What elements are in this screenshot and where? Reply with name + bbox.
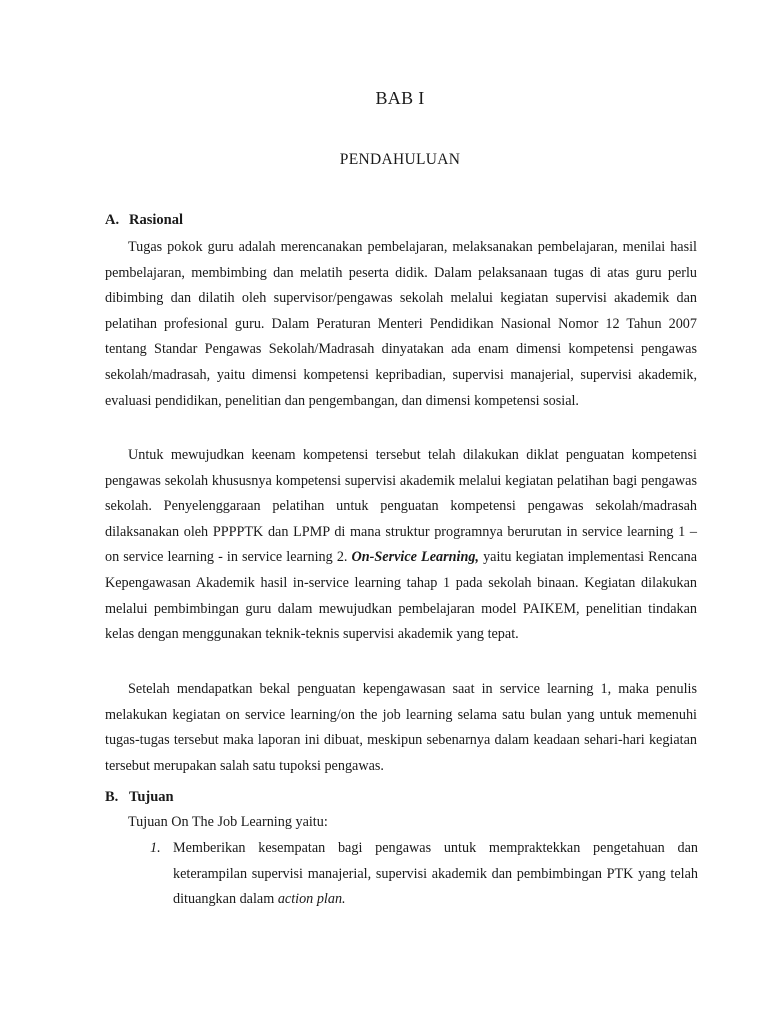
chapter-title: PENDAHULUAN — [339, 151, 461, 168]
section-a-paragraph-3: Setelah mendapatkan bekal penguatan kepengawasan saat in service learning 1, maka penulis melakukan kegiatan on service learning/on the job learning selama satu bulan yang untuk memenuhi tugas-tugas tersebut maka laporan ini dibuat, meskipun sebenarnya dalam keadaan sehari-hari kegiatan tersebut merupakan salah satu tupoksi pengawas. — [105, 681, 697, 774]
list-item-text: Memberikan kesempatan bagi pengawas untuk mempraktekkan pengetahuan dan keterampilan supervisi manajerial, supervisi akademik dan pembimbingan PTK yang telah dituangkan dalam — [173, 840, 698, 908]
list-item-marker: 1. — [150, 840, 161, 856]
section-b-heading — [105, 789, 174, 806]
section-a-heading — [105, 212, 183, 229]
section-a-marker: A. — [105, 212, 120, 228]
section-b-title: Tujuan — [129, 789, 174, 805]
section-a-title: Rasional — [129, 212, 183, 228]
chapter-number: BAB I — [375, 88, 425, 108]
paragraph-2-text-start: Untuk mewujudkan keenam kompetensi tersebut telah dilakukan diklat penguatan kompetensi pengawas sekolah khususnya kompetensi supervisi akademik melalui kegiatan pelatihan bagi pengawas sekolah. Penyelenggaraan pelatihan untuk penguatan kompetensi pengawas sekolah/madrasah dilaksanakan oleh PPPPTK dan LPMP di mana struktur programnya berurutan in service learning 1 – on service learning - in service learning 2. — [105, 447, 697, 566]
list-item — [128, 836, 698, 913]
section-b-intro: Tujuan On The Job Learning yaitu: — [128, 814, 328, 830]
objectives-list — [128, 836, 698, 913]
on-service-learning-emphasis: On-Service Learning, — [351, 549, 479, 566]
section-b-marker: B. — [105, 789, 119, 805]
action-plan-emphasis: action plan. — [277, 891, 346, 908]
section-a-paragraph-2 — [105, 443, 697, 648]
section-a-paragraph-1: Tugas pokok guru adalah merencanakan pembelajaran, melaksanakan pembelajaran, menilai hasil pembelajaran, membimbing dan melatih peserta didik. Dalam pelaksanaan tugas di atas guru perlu dibimbing dan dilatih oleh supervisor/pengawas sekolah melalui kegiatan supervisi akademik dan pelatihan profesional guru. Dalam Peraturan Menteri Pendidikan Nasional Nomor 12 Tahun 2007 tentang Standar Pengawas Sekolah/Madrasah dinyatakan ada enam dimensi kompetensi pengawas sekolah/madrasah, yaitu dimensi kompetensi kepribadian, supervisi manajerial, supervisi akademik, evaluasi pendidikan, penelitian dan pengembangan, dan dimensi kompetensi sosial. — [105, 239, 697, 409]
paragraph-2-text-end: yaitu kegiatan implementasi Rencana Kepengawasan Akademik hasil in-service learning tahap 1 pada sekolah binaan. Kegiatan dilakukan melalui pembimbingan guru dalam mewujudkan pembelajaran model PAIKEM, penelitian tindakan kelas dengan menggunakan teknik-teknis supervisi akademik yang tepat. — [105, 549, 698, 643]
